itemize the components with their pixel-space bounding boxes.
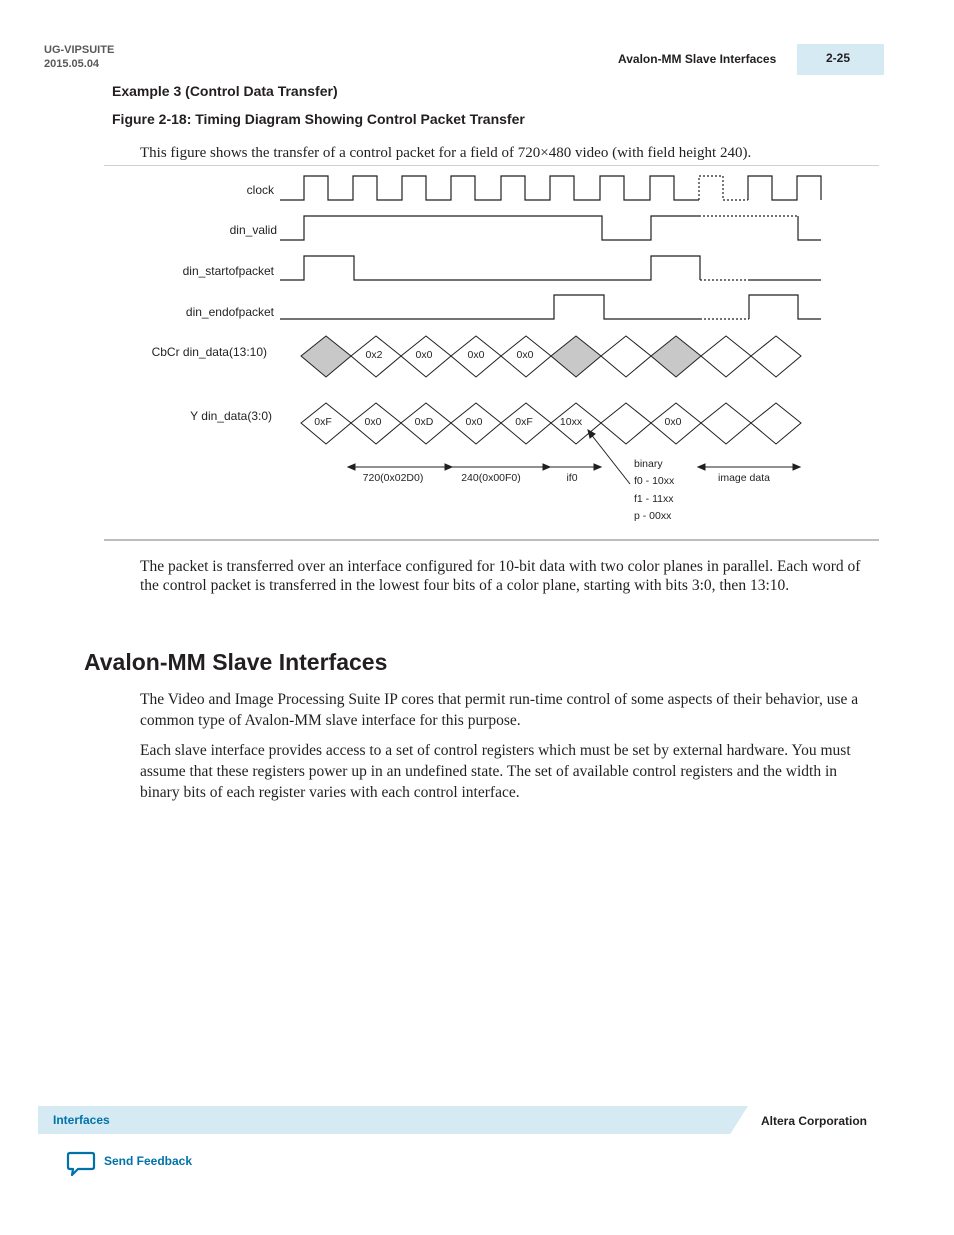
binary-f0-label: f0 - 10xx — [634, 475, 675, 487]
footer-section-link[interactable]: Interfaces — [53, 1113, 110, 1127]
signal-label-cbcr-data: CbCr din_data(13:10) — [151, 345, 267, 359]
clock-waveform-tail — [748, 176, 821, 200]
y-value-4: 0xF — [515, 416, 533, 428]
doc-date: 2015.05.04 — [44, 58, 100, 70]
din-endofpacket-waveform — [280, 295, 700, 319]
y-cell-6 — [601, 403, 651, 444]
running-header-title: Avalon-MM Slave Interfaces — [618, 52, 777, 66]
paragraph-packet-transfer: The packet is transferred over an interface configured for 10-bit data with two color planes in parallel. Each word of the control packet is transferred in the lowest four bits of a color plane, starting with bits 3:0, then 13:10. — [140, 558, 861, 594]
footer-band — [38, 1106, 748, 1134]
paragraph-control-registers: Each slave interface provides access to a set of control registers which must be set by external hardware. You must assume that these registers power up in an undefined state. The set of available control registers and the width in binary bits of each register varies with each control interface. — [140, 742, 851, 801]
y-value-2: 0xD — [414, 416, 434, 428]
cbcr-cell-7 — [651, 336, 701, 377]
y-value-1: 0x0 — [364, 416, 382, 428]
din-endofpacket-tail — [749, 295, 821, 319]
timing-diagram — [104, 166, 879, 538]
clock-waveform — [280, 176, 699, 200]
cbcr-cell-6 — [601, 336, 651, 377]
figure-caption: Figure 2-18: Timing Diagram Showing Control Packet Transfer — [112, 111, 525, 127]
cbcr-cell-8 — [701, 336, 751, 377]
timing-diagram-svg — [104, 166, 879, 538]
signal-label-din-valid: din_valid — [229, 223, 277, 237]
y-value-0: 0xF — [314, 416, 332, 428]
y-cells — [301, 403, 801, 444]
image-data-label: image data — [718, 472, 770, 484]
footer-company: Altera Corporation — [761, 1114, 868, 1128]
figure-bottom-rule — [104, 539, 879, 541]
cbcr-cell-5 — [551, 336, 601, 377]
width-label: 720(0x02D0) — [362, 472, 424, 484]
interlace-label: if0 — [566, 472, 578, 484]
binary-label: binary — [634, 458, 663, 470]
clock-waveform-dotted — [699, 176, 748, 200]
y-value-3: 0x0 — [465, 416, 483, 428]
binary-f1-label: f1 - 11xx — [634, 493, 674, 505]
din-valid-tail — [798, 216, 821, 240]
signal-label-y-data: Y din_data(3:0) — [190, 409, 272, 423]
y-cell-9 — [751, 403, 801, 444]
din-startofpacket-waveform — [280, 256, 700, 280]
example-heading: Example 3 (Control Data Transfer) — [112, 83, 338, 99]
cbcr-value-2: 0x0 — [415, 349, 433, 361]
cbcr-value-3: 0x0 — [467, 349, 485, 361]
feedback-bubble-icon[interactable] — [66, 1150, 96, 1178]
y-value-7: 0x0 — [664, 416, 682, 428]
paragraph-runtime-control: The Video and Image Processing Suite IP cores that permit run-time control of some aspects of their behavior, use a common type of Avalon-MM slave interface for this purpose. — [140, 691, 859, 729]
cbcr-cells — [301, 336, 801, 377]
send-feedback-link[interactable]: Send Feedback — [104, 1154, 193, 1168]
page-number: 2-25 — [826, 51, 851, 65]
cbcr-value-1: 0x2 — [365, 349, 383, 361]
signal-label-clock: clock — [246, 183, 274, 197]
height-label: 240(0x00F0) — [461, 472, 521, 484]
y-value-5: 10xx — [559, 416, 583, 428]
cbcr-value-4: 0x0 — [516, 349, 534, 361]
signal-label-din-endofpacket: din_endofpacket — [185, 305, 274, 319]
section-heading: Avalon-MM Slave Interfaces — [84, 649, 388, 675]
binary-p-label: p - 00xx — [634, 510, 672, 522]
y-cell-8 — [701, 403, 751, 444]
cbcr-cell-9 — [751, 336, 801, 377]
signal-label-din-startofpacket: din_startofpacket — [182, 264, 274, 278]
figure-description: This figure shows the transfer of a control packet for a field of 720×480 video (with field height 240). — [140, 145, 752, 161]
cbcr-cell-0 — [301, 336, 351, 377]
document-id — [44, 43, 114, 71]
din-valid-waveform — [280, 216, 699, 240]
doc-id-code: UG-VIPSUITE — [44, 44, 115, 56]
